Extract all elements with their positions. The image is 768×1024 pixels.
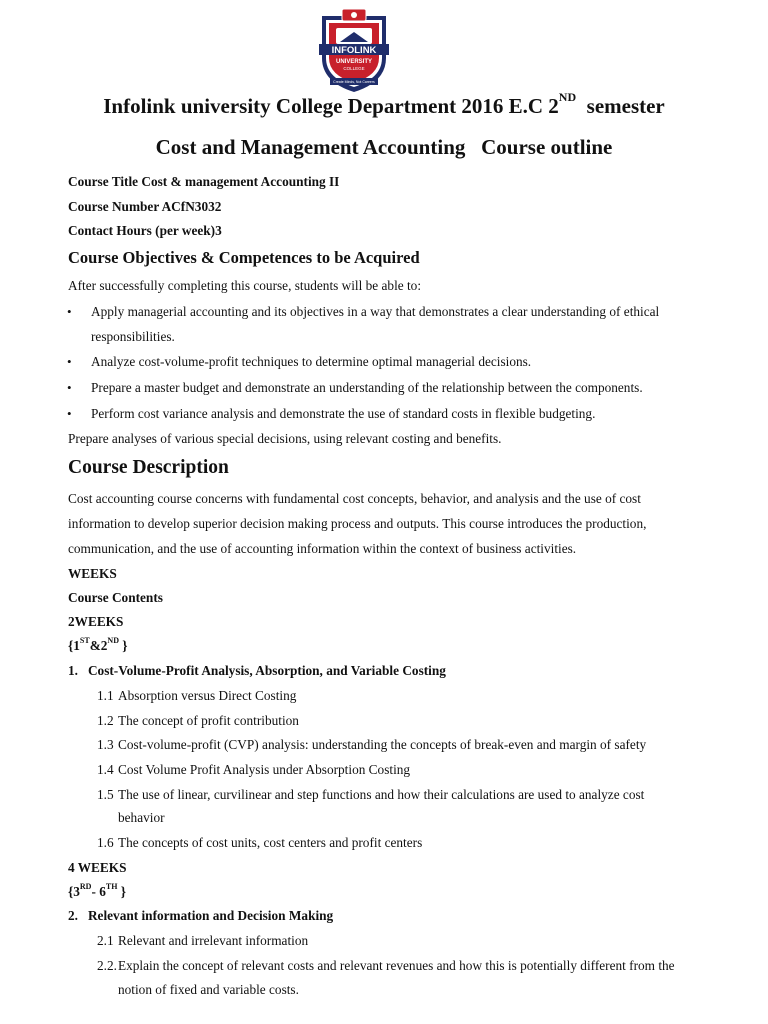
svg-text:COLLEGE: COLLEGE <box>343 66 365 71</box>
unit1-item: The concept of profit contribution <box>118 713 299 728</box>
bullet-marker: • <box>67 354 72 369</box>
unit1-item-continuation: behavior <box>118 810 165 825</box>
description-line: Cost accounting course concerns with fundamental cost concepts, behavior, and analysis and the use of cost <box>68 491 641 506</box>
bullet-marker: • <box>67 380 72 395</box>
svg-text:UNIVERSITY: UNIVERSITY <box>335 59 373 65</box>
unit1-item: The use of linear, curvilinear and step functions and how their calculations are used to analyze cost <box>118 787 645 802</box>
contact-hours-line: Contact Hours (per week)3 <box>68 223 222 238</box>
unit1-item-number: 1.2 <box>97 713 114 728</box>
unit2-item: Relevant and irrelevant information <box>118 933 309 948</box>
unit1-item-number: 1.4 <box>97 762 114 777</box>
unit1-item: Absorption versus Direct Costing <box>118 688 297 703</box>
description-line: communication, and the use of accounting information within the context of business activities. <box>68 541 577 556</box>
page-subtitle: Cost and Management Accounting Course outline <box>155 135 613 159</box>
unit1-weeks: 2WEEKS <box>68 614 124 629</box>
bullet-marker: • <box>67 406 72 421</box>
objective-item-continuation: responsibilities. <box>91 329 175 344</box>
objective-item: Apply managerial accounting and its objectives in a way that demonstrates a clear understanding of ethical <box>91 304 660 319</box>
infolink-logo <box>318 8 390 94</box>
unit1-item: Cost-volume-profit (CVP) analysis: understanding the concepts of break-even and margin of safety <box>118 737 647 752</box>
objectives-closing: Prepare analyses of various special decisions, using relevant costing and benefits. <box>68 431 502 446</box>
unit1-item-number: 1.5 <box>97 787 114 802</box>
weeks-label: WEEKS <box>68 566 117 581</box>
contents-label: Course Contents <box>68 590 163 605</box>
unit2-title: 2. Relevant information and Decision Making <box>68 908 334 923</box>
unit1-item-number: 1.3 <box>97 737 114 752</box>
objectives-heading: Course Objectives & Competences to be Acquired <box>68 248 420 267</box>
objective-item: Analyze cost-volume-profit techniques to determine optimal managerial decisions. <box>91 354 532 369</box>
unit2-week-range: {3RD- 6TH } <box>68 882 126 899</box>
svg-text:Create Minds, Not Careers: Create Minds, Not Careers <box>333 80 375 84</box>
unit1-item-number: 1.1 <box>97 688 114 703</box>
course-number-line: Course Number ACfN3032 <box>68 199 222 214</box>
objective-item: Perform cost variance analysis and demonstrate the use of standard costs in flexible budgeting. <box>91 406 596 421</box>
unit2-weeks: 4 WEEKS <box>68 860 127 875</box>
unit2-item: Explain the concept of relevant costs and relevant revenues and how this is potentially different from the <box>118 958 675 973</box>
course-title-line: Course Title Cost & management Accounting II <box>68 174 340 189</box>
unit1-title: 1. Cost-Volume-Profit Analysis, Absorption, and Variable Costing <box>68 663 446 678</box>
unit2-item-number: 2.2. <box>97 958 117 973</box>
description-heading: Course Description <box>68 457 229 478</box>
description-line: information to develop superior decision making process and outputs. This course introduces the production, <box>68 516 647 531</box>
page-title: Infolink university College Department 2016 E.C 2ND semester <box>103 90 665 118</box>
svg-text:INFOLINK: INFOLINK <box>331 45 377 56</box>
unit1-item-number: 1.6 <box>97 835 114 850</box>
unit1-week-range: {1ST&2ND } <box>68 636 128 653</box>
bullet-marker: • <box>67 304 72 319</box>
unit2-item-continuation: notion of fixed and variable costs. <box>118 982 299 997</box>
unit1-item: The concepts of cost units, cost centers and profit centers <box>118 835 423 850</box>
objective-item: Prepare a master budget and demonstrate an understanding of the relationship between the components. <box>91 380 643 395</box>
unit2-item-number: 2.1 <box>97 933 114 948</box>
objectives-intro: After successfully completing this course, students will be able to: <box>68 278 422 293</box>
unit1-item: Cost Volume Profit Analysis under Absorption Costing <box>118 762 411 777</box>
